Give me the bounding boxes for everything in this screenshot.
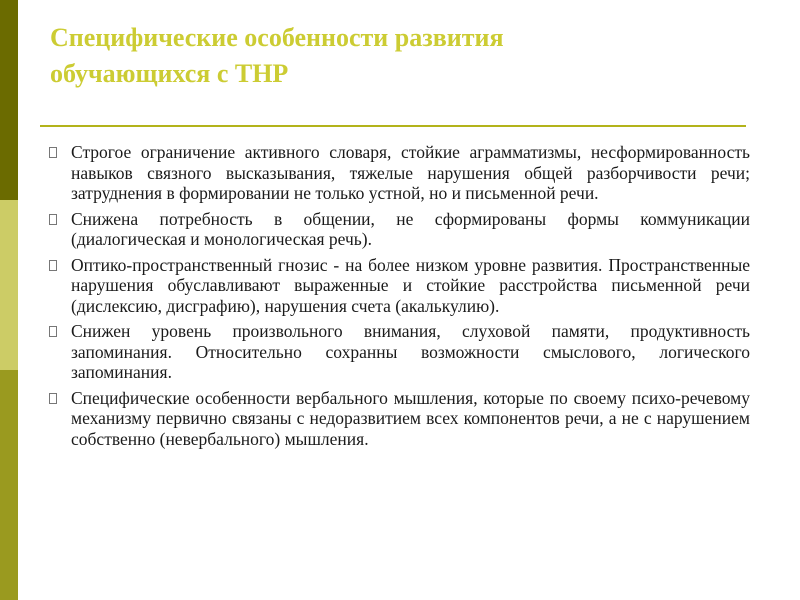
slide-title-line-2: обучающихся с ТНР xyxy=(50,59,289,88)
sidebar-segment-light xyxy=(0,200,18,370)
bullet-list xyxy=(45,142,750,454)
list-item-text: Снижена потребность в общении, не сформированы формы коммуникации (диалогическая и монологическая речь). xyxy=(71,208,750,249)
slide-title-line-1: Специфические особенности развития xyxy=(50,23,504,52)
sidebar-segment-dark xyxy=(0,0,18,200)
bullet-box-icon xyxy=(49,214,57,225)
bullet-box-icon xyxy=(49,260,57,271)
decorative-sidebar xyxy=(0,0,18,600)
list-item xyxy=(45,388,750,450)
title-divider xyxy=(40,125,746,127)
list-item xyxy=(45,255,750,317)
slide-title xyxy=(50,20,750,92)
list-item xyxy=(45,321,750,383)
list-item xyxy=(45,209,750,250)
list-item-text: Оптико-пространственный гнозис - на более низком уровне развития. Пространственные нарушения обуславливают выраженные и стойкие расстройства письменной речи (дислексию, дисграфию), нарушения счета (акалькулию). xyxy=(71,254,750,316)
list-item xyxy=(45,142,750,204)
bullet-box-icon xyxy=(49,393,57,404)
bullet-box-icon xyxy=(49,326,57,337)
list-item-text: Специфические особенности вербального мышления, которые по своему психо-речевому механизму первично связаны с недоразвитием всех компонентов речи, а не с нарушением собственно (невербального) мышления. xyxy=(71,387,750,449)
sidebar-segment-mid xyxy=(0,370,18,600)
bullet-box-icon xyxy=(49,147,57,158)
list-item-text: Строгое ограничение активного словаря, стойкие аграмматизмы, несформированность навыков связного высказывания, тяжелые нарушения общей разборчивости речи; затруднения в формировании не только устной, но и письменной речи. xyxy=(71,142,750,203)
list-item-text: Снижен уровень произвольного внимания, слуховой памяти, продуктивность запоминания. Относительно сохранны возможности смыслового, логического запоминания. xyxy=(71,321,750,382)
